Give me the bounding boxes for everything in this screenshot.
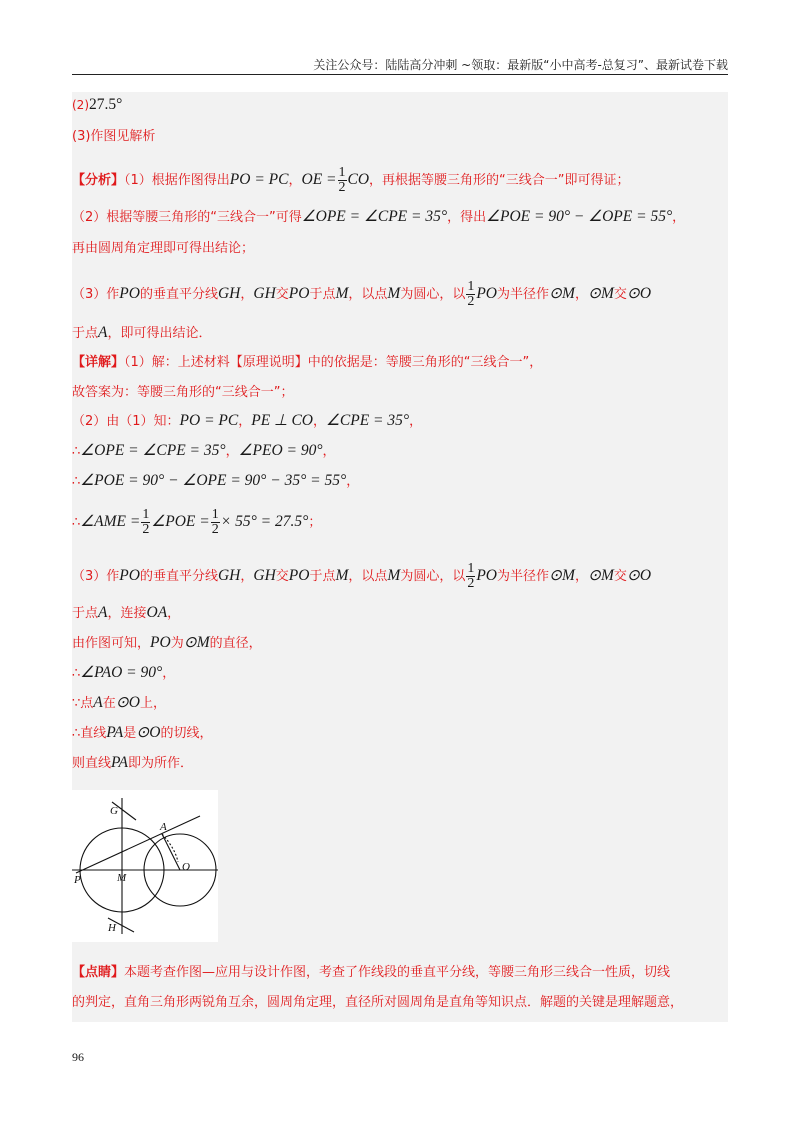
math: PO bbox=[288, 567, 310, 584]
detail-line-7 bbox=[72, 562, 651, 591]
answer-3: (3)作图见解析 bbox=[72, 129, 156, 144]
construction-figure bbox=[72, 790, 218, 942]
text: 交 bbox=[275, 287, 289, 302]
text: ， bbox=[574, 287, 588, 302]
detail-line-12 bbox=[72, 724, 212, 743]
math: PO bbox=[119, 285, 140, 302]
fraction-denominator: 2 bbox=[142, 522, 150, 537]
detail-line-2: 故答案为：等腰三角形的“三线合一”； bbox=[72, 385, 294, 400]
text: （1）解：上述材料【原理说明】中的依据是：等腰三角形的“三线合一”， bbox=[124, 355, 543, 370]
label-o: O bbox=[182, 861, 190, 873]
math: ⊙M bbox=[549, 285, 575, 302]
page-header: 关注公众号：陆陆高分冲刺 ~领取：最新版“小中高考-总复习”、最新试卷下载 bbox=[72, 56, 728, 75]
math: ∠POE = 90° − ∠OPE = 90° − 35° = 55° bbox=[80, 472, 347, 489]
detail-line-11 bbox=[72, 694, 166, 713]
text: ， bbox=[240, 287, 254, 302]
fraction bbox=[141, 508, 150, 537]
text: ∴直线 bbox=[72, 726, 107, 741]
text: 的直径， bbox=[209, 636, 262, 651]
math: M bbox=[387, 567, 401, 584]
math: ∠OPE = ∠CPE = 35° bbox=[80, 442, 226, 459]
text: ∴ bbox=[72, 474, 81, 489]
text: 交 bbox=[275, 569, 289, 584]
text: ， bbox=[409, 414, 423, 429]
label-g: G bbox=[110, 805, 118, 817]
math: A bbox=[98, 604, 108, 621]
text: ， bbox=[312, 414, 326, 429]
text: 的垂直平分线 bbox=[139, 569, 218, 584]
construction-diagram bbox=[72, 790, 218, 942]
math: ∠POE = 90° − ∠OPE = 55° bbox=[486, 208, 673, 225]
text: ， bbox=[672, 210, 686, 225]
label-a: A bbox=[160, 821, 167, 833]
text: 交 bbox=[613, 287, 627, 302]
text: ，以点 bbox=[348, 287, 388, 302]
text: ， bbox=[322, 444, 336, 459]
label-p: P bbox=[74, 874, 81, 886]
math: PA bbox=[106, 724, 124, 741]
text: 上， bbox=[139, 696, 166, 711]
math: A bbox=[93, 694, 103, 711]
text: （3）作 bbox=[72, 569, 120, 584]
text: ， bbox=[574, 569, 588, 584]
detail-line-3 bbox=[72, 412, 422, 431]
text: ，得出 bbox=[447, 210, 487, 225]
fraction-numerator: 1 bbox=[142, 507, 150, 522]
math: PO = PC bbox=[229, 171, 289, 188]
fraction-denominator: 2 bbox=[338, 180, 346, 195]
text: 即为所作． bbox=[127, 756, 193, 771]
text: ，再根据等腰三角形的“三线合一”即可得证； bbox=[369, 173, 630, 188]
analysis-tag: 【分析】 bbox=[72, 173, 125, 188]
text: ，连接 bbox=[107, 606, 147, 621]
detail-tag: 【详解】 bbox=[72, 355, 125, 370]
segment-oa bbox=[162, 834, 180, 870]
detail-line-8 bbox=[72, 604, 180, 623]
text: ， bbox=[162, 666, 176, 681]
math: PO bbox=[288, 285, 310, 302]
math: GH bbox=[253, 285, 276, 302]
fraction-denominator: 2 bbox=[467, 576, 475, 591]
math: GH bbox=[217, 285, 241, 302]
text: 的切线， bbox=[160, 726, 213, 741]
detail-line-1 bbox=[72, 354, 542, 372]
math: ∠PAO = 90° bbox=[80, 664, 163, 681]
math: PA bbox=[111, 754, 128, 771]
text: 为 bbox=[170, 636, 184, 651]
analysis-line-5 bbox=[72, 324, 212, 343]
fraction-denominator: 2 bbox=[467, 294, 475, 309]
text: 在 bbox=[102, 696, 116, 711]
text: ∴ bbox=[72, 515, 81, 530]
math: CO bbox=[347, 171, 370, 188]
solution-block bbox=[72, 92, 728, 1022]
fraction-denominator: 2 bbox=[211, 522, 219, 537]
text: 则直线 bbox=[72, 756, 112, 771]
label-m: M bbox=[117, 872, 127, 884]
text: （1）根据作图得出 bbox=[124, 173, 230, 188]
text: 为半径作 bbox=[497, 569, 550, 584]
text: 为圆心，以 bbox=[400, 287, 466, 302]
math: ∠PEO = 90° bbox=[238, 442, 323, 459]
text: ∴ bbox=[72, 444, 81, 459]
detail-line-9 bbox=[72, 634, 262, 653]
text: 于点 bbox=[72, 326, 99, 341]
math: ⊙M bbox=[549, 567, 575, 584]
math: PO bbox=[150, 634, 171, 651]
math: ⊙O bbox=[626, 285, 652, 302]
detail-line-13 bbox=[72, 754, 193, 773]
text: （2）根据等腰三角形的“三线合一”可得 bbox=[72, 210, 302, 225]
fraction-numerator: 1 bbox=[338, 165, 346, 180]
text: ， bbox=[346, 474, 360, 489]
fraction bbox=[466, 562, 475, 591]
fraction-numerator: 1 bbox=[211, 507, 219, 522]
math: A bbox=[98, 324, 108, 341]
fraction-numerator: 1 bbox=[467, 279, 475, 294]
text: ， bbox=[225, 444, 239, 459]
fraction-numerator: 1 bbox=[467, 561, 475, 576]
text: ，即可得出结论． bbox=[107, 326, 212, 341]
text: ， bbox=[238, 414, 252, 429]
detail-line-6 bbox=[72, 508, 321, 537]
analysis-line-2 bbox=[72, 208, 685, 227]
fraction bbox=[466, 280, 475, 309]
text: 于点 bbox=[72, 606, 99, 621]
math: PE ⊥ CO bbox=[251, 412, 313, 429]
text: 于点 bbox=[309, 569, 336, 584]
math: ⊙O bbox=[136, 724, 161, 741]
text: 由作图可知， bbox=[72, 636, 151, 651]
page-number: 96 bbox=[72, 1050, 84, 1064]
text: 于点 bbox=[309, 287, 336, 302]
text: 的垂直平分线 bbox=[139, 287, 218, 302]
comment-tag: 【点睛】 bbox=[72, 965, 125, 980]
detail-line-5 bbox=[72, 472, 359, 491]
detail-line-10 bbox=[72, 664, 175, 683]
analysis-line-3: 再由圆周角定理即可得出结论； bbox=[72, 241, 255, 256]
text: ，以点 bbox=[348, 569, 388, 584]
text: ， bbox=[167, 606, 181, 621]
text: ； bbox=[308, 515, 322, 530]
math: PO bbox=[119, 567, 140, 584]
math: ∠CPE = 35° bbox=[326, 412, 410, 429]
fraction bbox=[211, 508, 220, 537]
text: 本题考查作图—应用与设计作图，考查了作线段的垂直平分线，等腰三角形三线合一性质，切线 bbox=[124, 965, 671, 980]
answer-2 bbox=[72, 96, 122, 115]
comment-line-2: 的判定，直角三角形两锐角互余，圆周角定理，直径所对圆周角是直角等知识点．解题的关键是理解题意， bbox=[72, 995, 684, 1010]
fraction bbox=[338, 166, 347, 195]
math: ⊙O bbox=[115, 694, 140, 711]
text: （2）由（1）知： bbox=[72, 414, 180, 429]
math: ⊙O bbox=[626, 567, 652, 584]
math: M bbox=[335, 285, 349, 302]
text: 为半径作 bbox=[497, 287, 550, 302]
math: GH bbox=[217, 567, 241, 584]
math: GH bbox=[253, 567, 276, 584]
math: PO bbox=[476, 285, 498, 302]
text: 为圆心，以 bbox=[400, 569, 466, 584]
math: ⊙M bbox=[587, 285, 614, 302]
detail-line-4 bbox=[72, 442, 336, 461]
comment-line-1 bbox=[72, 964, 670, 982]
math: × 55° = 27.5° bbox=[220, 513, 309, 530]
text: ∴ bbox=[72, 666, 81, 681]
text: （3）作 bbox=[72, 287, 120, 302]
math: OE = bbox=[301, 171, 337, 188]
text: ， bbox=[288, 173, 302, 188]
text: ， bbox=[240, 569, 254, 584]
math: PO = PC bbox=[179, 412, 239, 429]
answer-2-value: 27.5° bbox=[89, 96, 123, 113]
math: ∠POE = bbox=[151, 513, 210, 530]
math: ⊙M bbox=[183, 634, 210, 651]
label-h: H bbox=[108, 922, 116, 934]
math: ∠AME = bbox=[80, 513, 141, 530]
math: ∠OPE = ∠CPE = 35° bbox=[301, 208, 448, 225]
answer-2-label: (2) bbox=[72, 98, 89, 112]
text: 是 bbox=[123, 726, 137, 741]
analysis-line-1 bbox=[72, 166, 630, 195]
math: M bbox=[335, 567, 349, 584]
text: ∵点 bbox=[72, 696, 94, 711]
math: M bbox=[387, 285, 401, 302]
math: OA bbox=[146, 604, 168, 621]
analysis-line-4 bbox=[72, 280, 651, 309]
text: 交 bbox=[613, 569, 627, 584]
math: ⊙M bbox=[587, 567, 614, 584]
math: PO bbox=[476, 567, 498, 584]
